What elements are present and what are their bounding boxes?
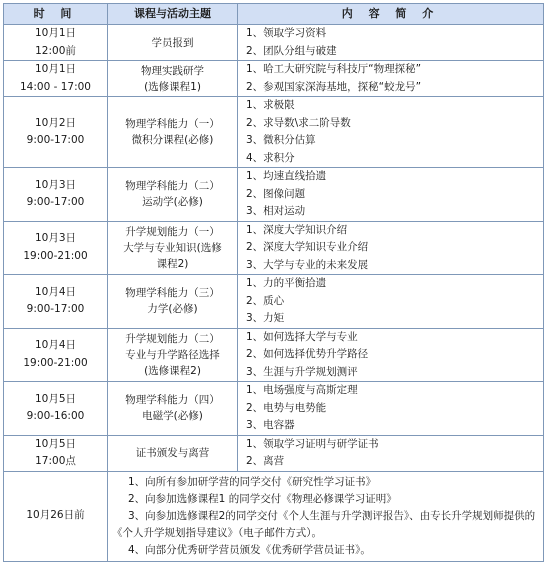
time-line: 9:00-16:00 — [26, 410, 85, 423]
schedule-table — [3, 3, 544, 562]
schedule-content — [238, 25, 544, 61]
topic-line: 大学与专业知识(选修 — [123, 241, 222, 254]
topic-line: 学员报到 — [151, 36, 194, 49]
time-line: 17:00点 — [35, 455, 76, 467]
content-item: 3、大学与专业的未来发展 — [246, 258, 369, 271]
topic-line: 物理实践研学 — [141, 64, 204, 77]
schedule-topic — [108, 168, 238, 222]
topic-line: 升学规划能力（二） — [125, 332, 220, 345]
schedule-content — [238, 97, 544, 168]
content-item: 1、深度大学知识介绍 — [246, 223, 348, 236]
final-item: 3、向参加选修课程2的同学交付《个人生涯与升学测评报告》、由专长升学规划师提供的《个人升学规划指导建议》（电子邮件方式）。 — [112, 509, 536, 539]
header-time: 时 间 — [4, 4, 108, 25]
schedule-content — [238, 168, 544, 222]
topic-line: 课程2) — [156, 257, 189, 270]
schedule-row — [4, 435, 544, 471]
content-item: 1、力的平衡拾遗 — [246, 277, 327, 289]
content-item: 3、微积分估算 — [246, 134, 316, 146]
final-content — [108, 471, 544, 561]
schedule-topic — [108, 275, 238, 329]
content-item: 2、质心 — [246, 294, 285, 307]
schedule-row — [4, 328, 544, 382]
content-item: 2、离营 — [246, 455, 285, 467]
content-item: 2、团队分组与破建 — [246, 44, 337, 57]
schedule-row — [4, 382, 544, 436]
content-item: 1、领取学习资料 — [246, 27, 327, 39]
schedule-content — [238, 221, 544, 275]
content-item: 2、电势与电势能 — [246, 401, 327, 414]
final-time: 10月26日前 — [4, 471, 108, 561]
schedule-content — [238, 382, 544, 436]
topic-line: 微积分课程(必修) — [131, 134, 214, 146]
schedule-row — [4, 275, 544, 329]
schedule-time — [4, 221, 108, 275]
schedule-time — [4, 168, 108, 222]
table-header-row — [4, 4, 544, 25]
time-line: 10月4日 — [34, 339, 77, 352]
schedule-time — [4, 61, 108, 97]
time-line: 14:00 - 17:00 — [20, 80, 91, 93]
content-item: 1、求极限 — [246, 99, 295, 111]
content-item: 2、如何选择优势升学路径 — [246, 348, 369, 360]
time-line: 19:00-21:00 — [23, 249, 88, 262]
schedule-row — [4, 168, 544, 222]
schedule-content — [238, 328, 544, 382]
final-row — [4, 471, 544, 561]
schedule-topic — [108, 25, 238, 61]
schedule-topic — [108, 97, 238, 168]
topic-line: 电磁学(必修) — [142, 410, 203, 423]
time-line: 9:00-17:00 — [26, 196, 85, 209]
content-item: 4、求积分 — [246, 151, 295, 164]
final-item: 4、向部分优秀研学营员颁发《优秀研学营员证书》。 — [128, 543, 371, 556]
content-item: 1、电场强度与高斯定理 — [246, 384, 358, 396]
topic-line: 物理学科能力（三） — [125, 287, 220, 300]
schedule-content — [238, 435, 544, 471]
schedule-content — [238, 275, 544, 329]
content-item: 3、生涯与升学规划测评 — [246, 365, 358, 378]
topic-line: 证书颁发与离营 — [135, 447, 210, 459]
time-line: 10月3日 — [34, 232, 77, 245]
schedule-row — [4, 221, 544, 275]
time-line: 9:00-17:00 — [26, 303, 85, 316]
schedule-topic — [108, 221, 238, 275]
topic-line: 运动学(必修) — [142, 196, 203, 209]
content-item: 1、哈工大研究院与科技厅“物理探秘” — [246, 63, 422, 75]
time-line: 10月5日 — [34, 392, 77, 405]
time-line: 10月3日 — [34, 178, 77, 191]
topic-line: 专业与升学路径选择 — [125, 348, 220, 361]
topic-line: 物理学科能力（四） — [125, 394, 220, 407]
content-item: 3、电容器 — [246, 419, 295, 431]
content-item: 1、均速直线拾遗 — [246, 170, 327, 182]
schedule-time — [4, 25, 108, 61]
schedule-time — [4, 435, 108, 471]
time-line: 12:00前 — [35, 44, 76, 57]
schedule-body — [4, 25, 544, 562]
time-line: 10月4日 — [34, 285, 77, 298]
header-content: 内 容 简 介 — [238, 4, 544, 25]
content-item: 2、深度大学知识专业介绍 — [246, 241, 369, 253]
schedule-row — [4, 61, 544, 97]
topic-line: 物理学科能力（一） — [125, 118, 220, 130]
topic-line: 力学(必修) — [147, 303, 198, 316]
content-item: 3、相对运动 — [246, 205, 306, 217]
schedule-row — [4, 97, 544, 168]
content-item: 1、领取学习证明与研学证书 — [246, 437, 379, 450]
schedule-content — [238, 61, 544, 97]
time-line: 9:00-17:00 — [26, 134, 85, 146]
content-item: 1、如何选择大学与专业 — [246, 330, 358, 343]
time-line: 19:00-21:00 — [23, 356, 88, 369]
schedule-document — [3, 3, 543, 581]
content-item: 2、求导数\求二阶导数 — [246, 116, 351, 129]
schedule-time — [4, 275, 108, 329]
time-line: 10月1日 — [34, 63, 77, 75]
content-item: 3、力矩 — [246, 312, 285, 324]
topic-line: (选修课程1) — [144, 80, 201, 93]
schedule-topic — [108, 61, 238, 97]
schedule-row — [4, 25, 544, 61]
schedule-time — [4, 328, 108, 382]
topic-line: 升学规划能力（一） — [125, 225, 220, 238]
time-line: 10月5日 — [34, 437, 77, 450]
topic-line: 物理学科能力（二） — [125, 180, 220, 193]
schedule-topic — [108, 435, 238, 471]
header-topic: 课程与活动主题 — [108, 4, 238, 25]
topic-line: (选修课程2) — [144, 364, 201, 377]
time-line: 10月2日 — [34, 116, 77, 129]
final-item: 1、向所有参加研学营的同学交付《研究性学习证书》 — [128, 475, 377, 488]
final-item: 2、向参加选修课程1 的同学交付《物理必修课学习证明》 — [128, 492, 397, 505]
schedule-time — [4, 382, 108, 436]
content-item: 2、参观国家深海基地，探秘“蛟龙号” — [246, 80, 422, 93]
content-item: 2、图像问题 — [246, 187, 306, 200]
schedule-topic — [108, 382, 238, 436]
time-line: 10月1日 — [34, 27, 77, 39]
schedule-time — [4, 97, 108, 168]
schedule-topic — [108, 328, 238, 382]
